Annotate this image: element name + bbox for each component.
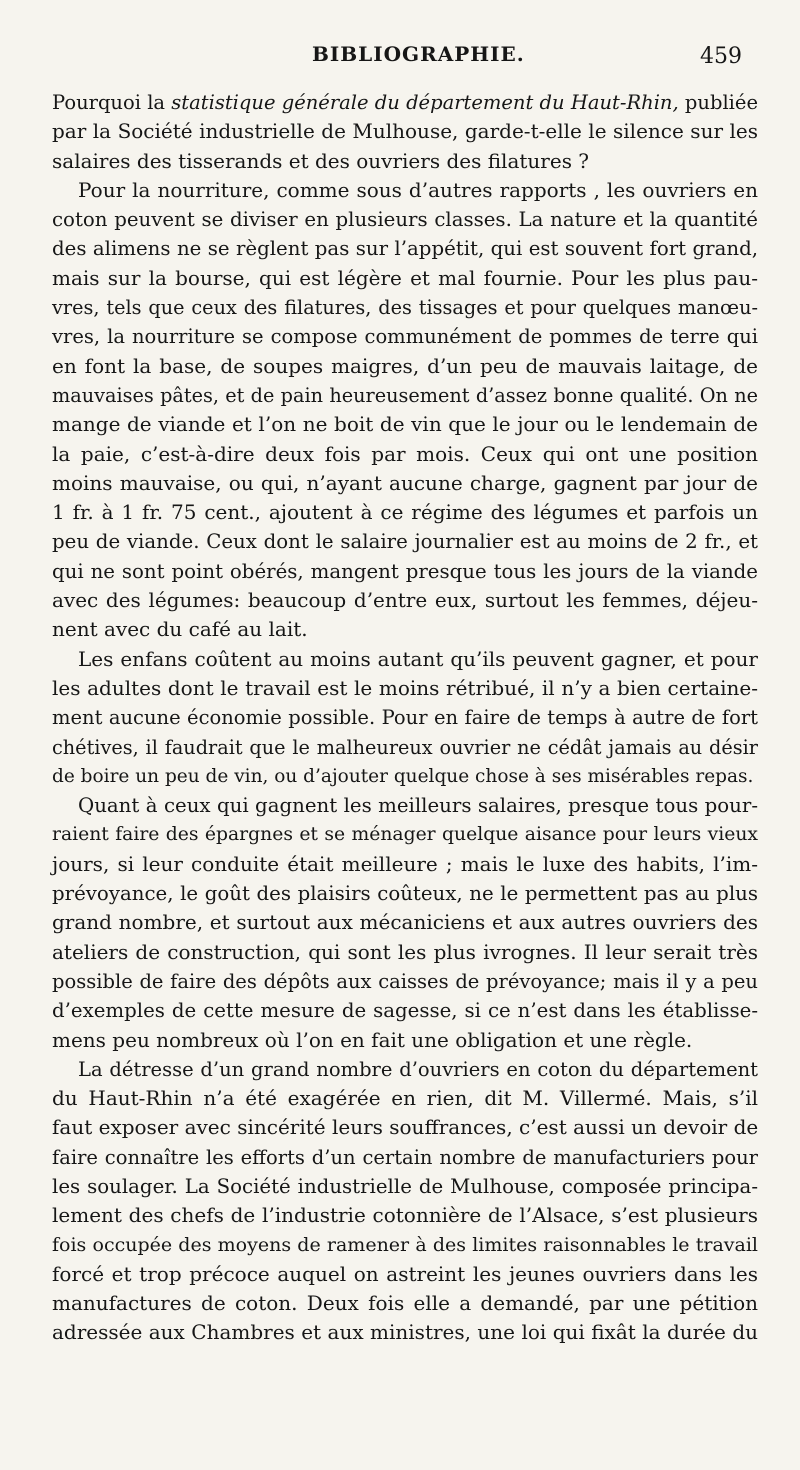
text-line: manufactures de coton. Deux fois elle a demandé, par une pétition xyxy=(52,1291,758,1316)
text-line: la paie, c’est-à-dire deux fois par mois. Ceux qui ont une position xyxy=(52,441,758,466)
text-line: coton peuvent se diviser en plusieurs classes. La nature et la quantité xyxy=(52,208,758,232)
text-line: ment aucune économie possible. Pour en faire de temps à autre de fort xyxy=(52,706,758,730)
text-line: 1 fr. à 1 fr. 75 cent., ajoutent à ce régime des légumes et parfois un xyxy=(52,500,758,525)
text-line: des alimens ne se règlent pas sur l’appétit, qui est souvent fort grand, xyxy=(52,237,758,261)
running-head: BIBLIOGRAPHIE. xyxy=(312,42,525,66)
paragraph-first-line: Les enfans coûtent au moins autant qu’ils peuvent gagner, et pour xyxy=(78,646,758,671)
text-line: qui ne sont point obérés, mangent presque tous les jours de la viande xyxy=(52,559,758,583)
text-line: de boire un peu de vin, ou d’ajouter quelque chose à ses misérables repas. xyxy=(52,765,754,787)
text-segment: Pourquoi la xyxy=(52,91,172,114)
page-header xyxy=(0,38,800,78)
text-line: fois occupée des moyens de ramener à des limites raisonnables le travail xyxy=(52,1233,758,1256)
paragraph-first-line: Pour la nourriture, comme sous d’autres rapports , les ouvriers en xyxy=(78,177,758,202)
text-segment: publiée xyxy=(678,91,758,114)
text-line: vres, tels que ceux des filatures, des tissages et pour quelques manœu- xyxy=(52,296,758,320)
text-line: adressée aux Chambres et aux ministres, une loi qui fixât la durée du xyxy=(52,1320,758,1345)
text-line: les soulager. La Société industrielle de Mulhouse, composée principa- xyxy=(52,1174,758,1198)
text-line: ateliers de construction, qui sont les plus ivrognes. Il leur serait très xyxy=(52,939,758,964)
text-line: avec des légumes: beaucoup d’entre eux, surtout les femmes, déjeu- xyxy=(52,588,758,613)
text-line: du Haut-Rhin n’a été exagérée en rien, dit M. Villermé. Mais, s’il xyxy=(52,1086,758,1111)
text-line: faut exposer avec sincérité leurs souffrances, c’est aussi un devoir de xyxy=(52,1115,759,1140)
text-line: mauvaises pâtes, et de pain heureusement d’assez bonne qualité. On ne xyxy=(52,383,758,407)
text-line: lement des chefs de l’industrie cotonnière de l’Alsace, s’est plusieurs xyxy=(52,1203,758,1228)
text-line: salaires des tisserands et des ouvriers des filatures ? xyxy=(52,148,590,173)
text-line: faire connaître les efforts d’un certain nombre de manufacturiers pour xyxy=(52,1145,758,1169)
text-line: prévoyance, le goût des plaisirs coûteux, ne le permettent pas au plus xyxy=(52,882,758,906)
text-line: chétives, il faudrait que le malheureux ouvrier ne cédât jamais au désir xyxy=(52,735,758,759)
text-line: possible de faire des dépôts aux caisses de prévoyance; mais il y a peu xyxy=(52,969,758,993)
text-line: vres, la nourriture se compose communément de pommes de terre qui xyxy=(52,325,758,349)
text-line xyxy=(52,88,758,117)
body-text xyxy=(52,88,758,1348)
paragraph-first-line: La détresse d’un grand nombre d’ouvriers en coton du département xyxy=(78,1057,758,1081)
text-line: mange de viande et l’on ne boit de vin que le jour ou le lendemain de xyxy=(52,412,758,437)
page-number: 459 xyxy=(700,44,742,69)
text-line: forcé et trop précoce auquel on astreint les jeunes ouvriers dans les xyxy=(52,1261,758,1286)
text-line: en font la base, de soupes maigres, d’un peu de mauvais laitage, de xyxy=(52,353,758,378)
text-line: d’exemples de cette mesure de sagesse, si ce n’est dans les établisse- xyxy=(52,999,758,1023)
text-line: par la Société industrielle de Mulhouse, garde-t-elle le silence sur les xyxy=(52,119,758,144)
text-line: les adultes dont le travail est le moins rétribué, il n’y a bien certaine- xyxy=(52,675,758,700)
text-line: moins mauvaise, ou qui, n’ayant aucune charge, gagnent par jour de xyxy=(52,470,758,495)
text-line: jours, si leur conduite était meilleure ; mais le luxe des habits, l’im- xyxy=(52,851,758,876)
text-line: grand nombre, et surtout aux mécaniciens et aux autres ouvriers des xyxy=(52,910,758,935)
text-line: nent avec du café au lait. xyxy=(52,617,308,642)
italic-title: statistique générale du département du Haut-Rhin, xyxy=(171,91,679,114)
text-line: raient faire des épargnes et se ménager quelque aisance pour leurs vieux xyxy=(52,824,758,846)
text-line: mais sur la bourse, qui est légère et mal fournie. Pour les plus pau- xyxy=(52,265,758,290)
paragraph-first-line: Quant à ceux qui gagnent les meilleurs salaires, presque tous pour- xyxy=(78,794,758,818)
text-line: mens peu nombreux où l’on en fait une obligation et une règle. xyxy=(52,1027,693,1052)
text-line: peu de viande. Ceux dont le salaire journalier est au moins de 2 fr., et xyxy=(52,530,758,554)
